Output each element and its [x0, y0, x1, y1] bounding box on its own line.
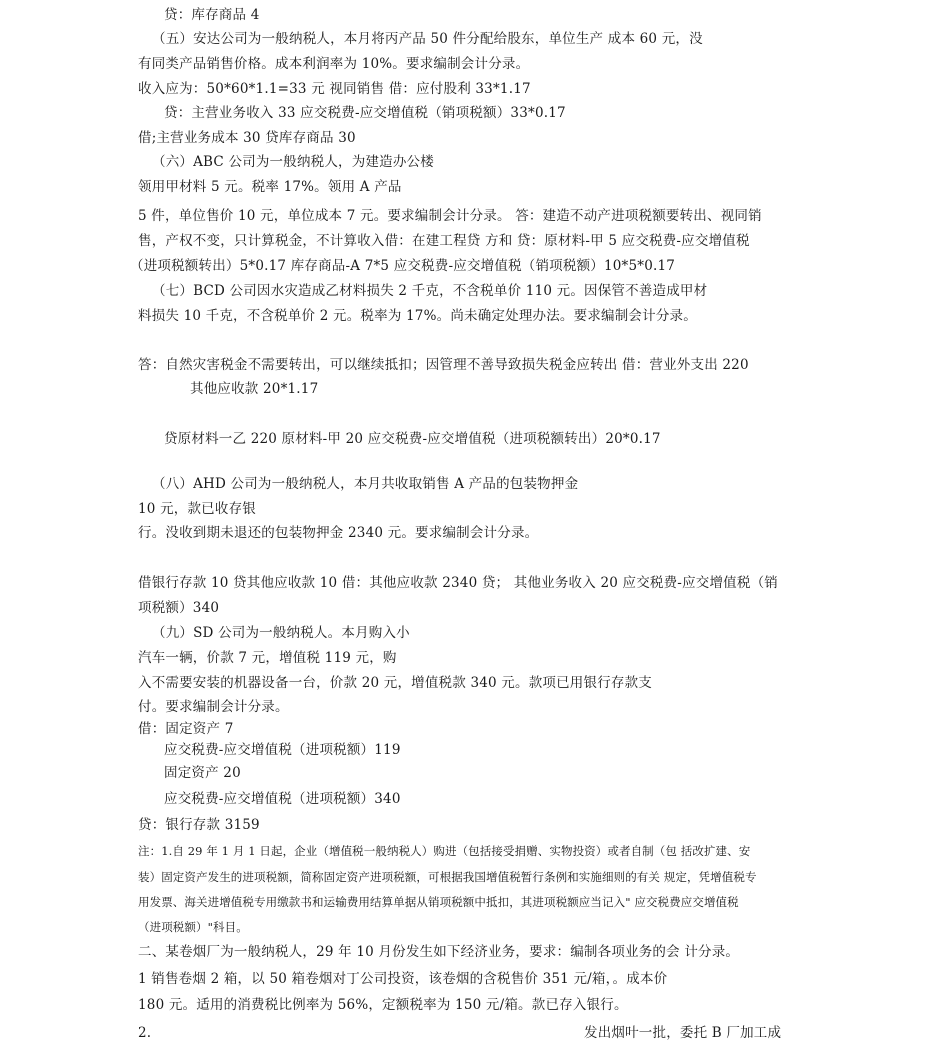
- text-line: 2.: [138, 1025, 152, 1041]
- text-line: 汽车一辆，价款 7 元，增值税 119 元，购: [138, 650, 397, 666]
- text-line: （九）SD 公司为一般纳税人。本月购入小: [152, 625, 410, 641]
- text-line: 借银行存款 10 贷其他应收款 10 借：其他应收款 2340 贷； 其他业务收入 20 应交税费-应交增值税（销: [138, 575, 778, 591]
- text-line: 贷：库存商品 4: [164, 7, 260, 23]
- text-line: 1 销售卷烟 2 箱，以 50 箱卷烟对丁公司投资，该卷烟的含税售价 351 元/箱，。成本价: [138, 971, 668, 987]
- text-line: 付。要求编制会计分录。: [138, 699, 289, 715]
- text-line: 借;主营业务成本 30 贷库存商品 30: [138, 130, 356, 146]
- note-line: 装）固定资产发生的进项税额，简称固定资产进项税额，可根据我国增值税暂行条例和实施细则的有关 规定，凭增值税专: [138, 870, 757, 884]
- text-line: （五）安达公司为一般纳税人，本月将丙产品 50 件分配给股东，单位生产 成本 60 元，没: [152, 31, 703, 47]
- text-line: 应交税费-应交增值税（进项税额）119: [164, 742, 401, 758]
- note-line: （进项税额）"科目。: [138, 920, 248, 934]
- text-line: 借：固定资产 7: [138, 721, 234, 737]
- text-line: 料损失 10 千克，不含税单价 2 元。税率为 17%。尚未确定处理办法。要求编制会计分录。: [138, 308, 697, 324]
- text-line: 答：自然灾害税金不需要转出，可以继续抵扣；因管理不善导致损失税金应转出 借：营业外支出 220: [138, 357, 749, 373]
- text-line: 有同类产品销售价格。成本利润率为 10%。要求编制会计分录。: [138, 56, 530, 72]
- text-line: 10 元，款已收存银: [138, 501, 256, 517]
- text-line: 固定资产 20: [164, 765, 241, 781]
- text-line: 180 元。适用的消费税比例率为 56%，定额税率为 150 元/箱。款已存入银行。: [138, 997, 628, 1013]
- text-line: 领用甲材料 5 元。税率 17%。领用 A 产品: [138, 179, 402, 195]
- text-line: 应交税费-应交增值税（进项税额）340: [164, 791, 401, 807]
- text-line: 项税额）340: [138, 600, 220, 616]
- text-line: 收入应为：50*60*1.1=33 元 视同销售 借：应付股利 33*1.17: [138, 81, 531, 97]
- text-line: （八）AHD 公司为一般纳税人，本月共收取销售 A 产品的包装物押金: [152, 476, 579, 492]
- section-heading: 二、某卷烟厂为一般纳税人，29 年 10 月份发生如下经济业务，要求：编制各项业务的会 计分录。: [138, 944, 740, 960]
- text-line: （进项税额转出）5*0.17 库存商品-A 7*5 应交税费-应交增值税（销项税额）10*5*0.17: [130, 258, 676, 274]
- text-line: 贷原材料一乙 220 原材料-甲 20 应交税费-应交增值税（进项税额转出）20*0.17: [164, 431, 661, 447]
- text-line: 入不需要安装的机器设备一台，价款 20 元，增值税款 340 元。款项已用银行存款支: [138, 675, 653, 691]
- text-line: （七）BCD 公司因水灾造成乙材料损失 2 千克，不含税单价 110 元。因保管不善造成甲材: [152, 283, 708, 299]
- text-line: 售，产权不变，只计算税金，不计算收入借：在建工程贷 方和 贷：原材料-甲 5 应交税费-应交增值税: [138, 233, 750, 249]
- text-line: 发出烟叶一批，委托 B 厂加工成: [584, 1025, 782, 1041]
- text-line: 5 件，单位售价 10 元，单位成本 7 元。要求编制会计分录。 答：建造不动产进项税额要转出、视同销: [138, 208, 762, 224]
- text-line: 其他应收款 20*1.17: [190, 381, 319, 397]
- text-line: 行。没收到期未退还的包装物押金 2340 元。要求编制会计分录。: [138, 525, 539, 541]
- text-line: 贷：银行存款 3159: [138, 817, 260, 833]
- note-line: 用发票、海关进增值税专用缴款书和运输费用结算单据从销项税额中抵扣，其进项税额应当记入" 应交税费应交增值税: [138, 895, 739, 909]
- note-line: 注：1.自 29 年 1 月 1 日起，企业（增值税一般纳税人）购进（包括接受捐赠、实物投资）或者自制（包 括改扩建、安: [138, 844, 751, 858]
- text-line: （六）ABC 公司为一般纳税人，为建造办公楼: [152, 154, 434, 170]
- text-line: 贷：主营业务收入 33 应交税费-应交增值税（销项税额）33*0.17: [164, 105, 566, 121]
